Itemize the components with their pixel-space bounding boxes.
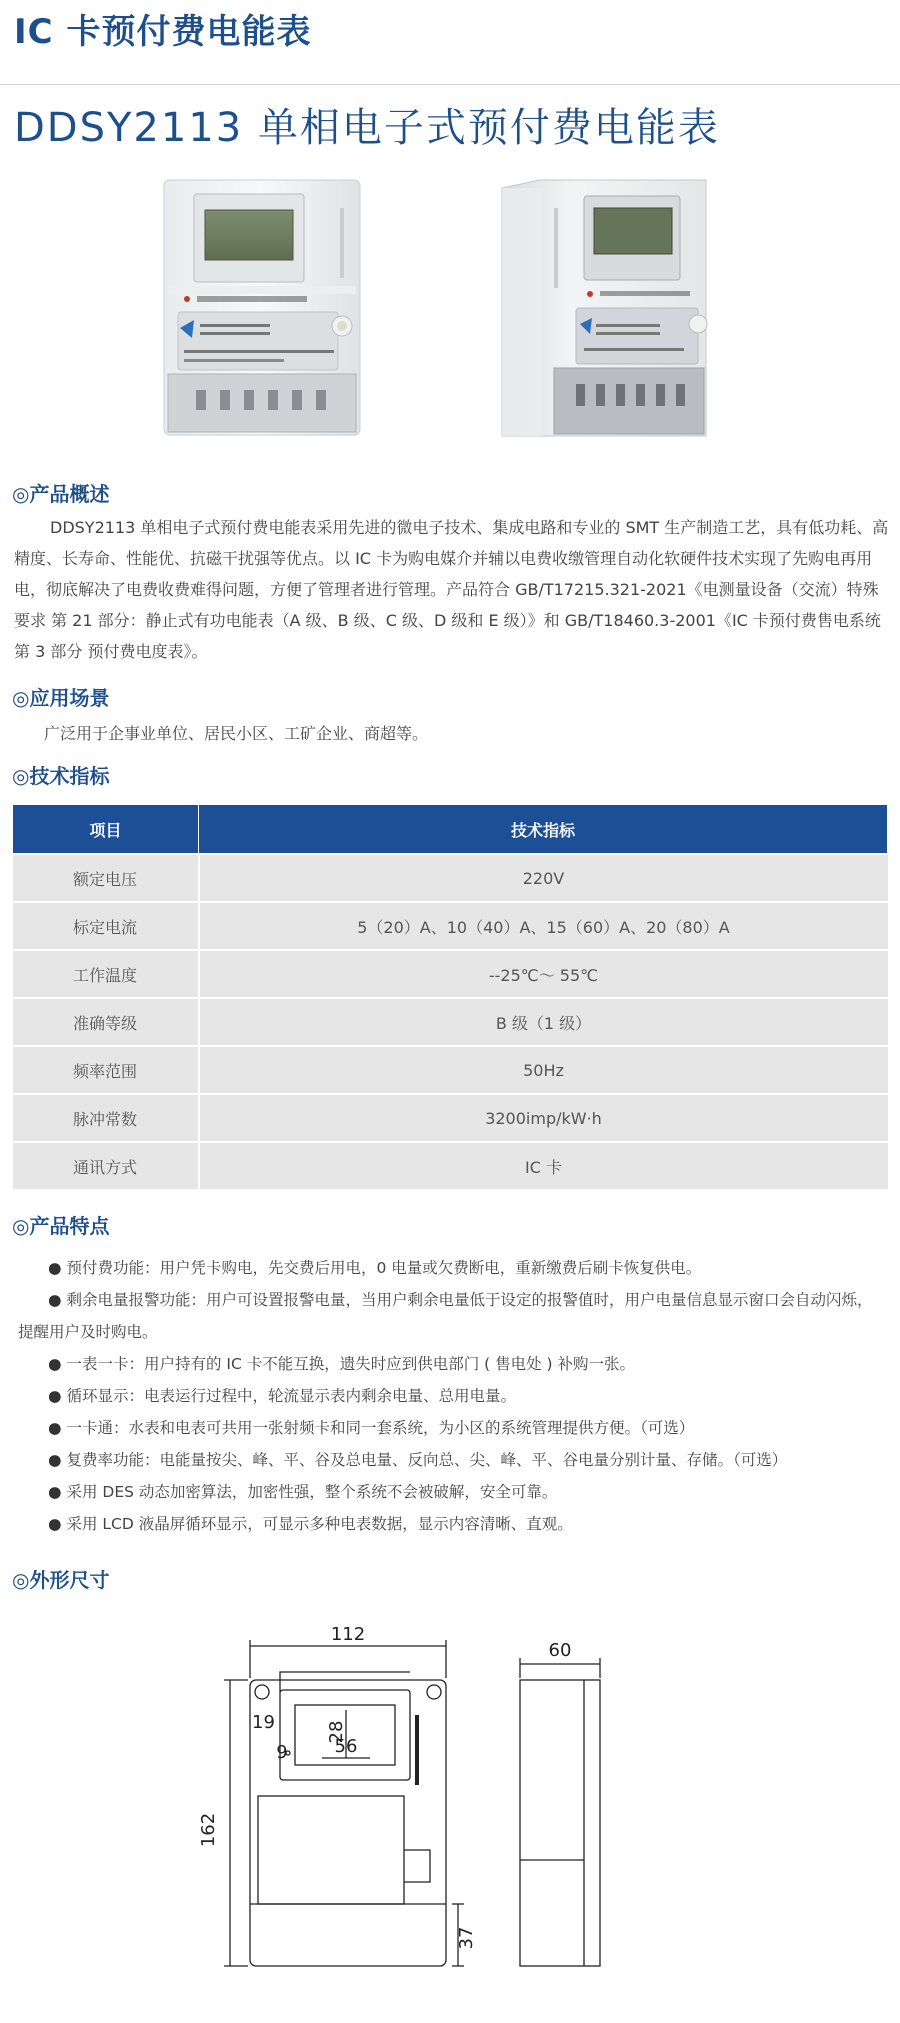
feature-text: 采用 DES 动态加密算法，加密性强，整个系统不会被破解，安全可靠。 [66,1483,558,1501]
dim-height: 162 [200,1812,219,1848]
list-item [18,1348,878,1380]
list-item [18,1412,878,1444]
section-heading-dimensions: ◎外形尺寸 [12,1568,110,1592]
front-view [224,1640,464,1966]
application-text: 广泛用于企事业单位、居民小区、工矿企业、商超等。 [44,724,429,743]
bullet-icon: ● [48,1515,62,1533]
model-title: DDSY2113 单相电子式预付费电能表 [14,105,720,151]
spec-table [12,804,888,1191]
bullet-icon: ● [48,1483,62,1501]
table-row [13,1046,888,1094]
spec-item: 频率范围 [13,1046,199,1094]
section-heading-specs: ◎技术指标 [12,764,110,788]
feature-text: 循环显示：电表运行过程中，轮流显示表内剩余电量、总用电量。 [66,1387,516,1405]
spec-item: 额定电压 [13,854,199,902]
dim-window-w: 56 [334,1736,358,1757]
meter-photo-front [160,178,385,438]
spec-col-value: 技术指标 [199,805,888,855]
bullet-icon: ● [48,1291,62,1309]
bullet-icon: ● [48,1355,62,1373]
spec-value: 50Hz [199,1046,888,1094]
list-item [18,1380,878,1412]
dim-bottom: 37 [456,1926,477,1950]
table-row [13,1142,888,1190]
table-row [13,950,888,998]
bullet-icon: ● [48,1419,62,1437]
spec-item: 通讯方式 [13,1142,199,1190]
feature-text: 采用 LCD 液晶屏循环显示，可显示多种电表数据，显示内容清晰、直观。 [66,1515,573,1533]
list-item [18,1444,878,1476]
spec-item: 准确等级 [13,998,199,1046]
meter-photo-angled [492,178,712,442]
spec-item: 标定电流 [13,902,199,950]
spec-table-header [13,805,888,855]
dim-width: 112 [330,1624,366,1645]
spec-col-item: 项目 [13,805,199,855]
table-row [13,998,888,1046]
bullet-icon: ● [48,1259,62,1277]
feature-list [18,1252,878,1540]
bullet-icon: ● [48,1451,62,1469]
header-divider [0,84,900,85]
overview-text: DDSY2113 单相电子式预付费电能表采用先进的微电子技术、集成电路和专业的 SMT 生产制造工艺，具有低功耗、高精度、长寿命、性能优、抗磁干扰强等优点。以 IC 卡为购电媒介并辅以电费收缴管理自动化软硬件技术实现了先购电再用电，彻底解决了电费收费难得问题，方便了管理者进行管理。产品符合 GB/T17215.321-2021《电测量设备（交流）特殊要求 第 21 部分：静止式有功电能表（A 级、B 级、C 级、D 级和 E 级）》和 GB/T18460.3-2001《IC 卡预付费售电系统第 3 部分 预付费电度表》。 [14,518,889,661]
list-item [18,1284,878,1348]
section-heading-features: ◎产品特点 [12,1214,110,1238]
section-heading-overview: ◎产品概述 [12,482,110,506]
side-view [520,1658,600,1966]
spec-item: 脉冲常数 [13,1094,199,1142]
dim-depth: 60 [548,1640,572,1661]
feature-text: 一表一卡：用户持有的 IC 卡不能互换，遗失时应到供电部门 ( 售电处 ) 补购一张。 [66,1355,636,1373]
dim-offset-b: 9 [276,1742,288,1763]
page-title: IC 卡预付费电能表 [14,12,312,52]
table-row [13,902,888,950]
spec-value: --25℃～ 55℃ [199,950,888,998]
spec-item: 工作温度 [13,950,199,998]
spec-value: 3200imp/kW·h [199,1094,888,1142]
table-row [13,854,888,902]
section-heading-application: ◎应用场景 [12,686,110,710]
dim-offset-a: 19 [252,1712,275,1733]
list-item [18,1252,878,1284]
feature-text: 预付费功能：用户凭卡购电，先交费后用电，0 电量或欠费断电，重新缴费后刷卡恢复供电。 [66,1259,702,1277]
table-row [13,1094,888,1142]
spec-value: B 级（1 级） [199,998,888,1046]
spec-value: 5（20）A、10（40）A、15（60）A、20（80）A [199,902,888,950]
feature-text: 剩余电量报警功能：用户可设置报警电量，当用户剩余电量低于设定的报警值时，用户电量信息显示窗口会自动闪烁，提醒用户及时购电。 [18,1291,873,1341]
feature-text: 复费率功能：电能量按尖、峰、平、谷及总电量、反向总、尖、峰、平、谷电量分别计量、存储。（可选） [66,1451,788,1469]
list-item [18,1476,878,1508]
spec-value: 220V [199,854,888,902]
dim-window-h: 28 [326,1720,347,1744]
bullet-icon: ● [48,1387,62,1405]
list-item [18,1508,878,1540]
spec-value: IC 卡 [199,1142,888,1190]
feature-text: 一卡通：水表和电表可共用一张射频卡和同一套系统，为小区的系统管理提供方便。（可选） [66,1419,695,1437]
dimension-drawing [200,1620,640,2010]
